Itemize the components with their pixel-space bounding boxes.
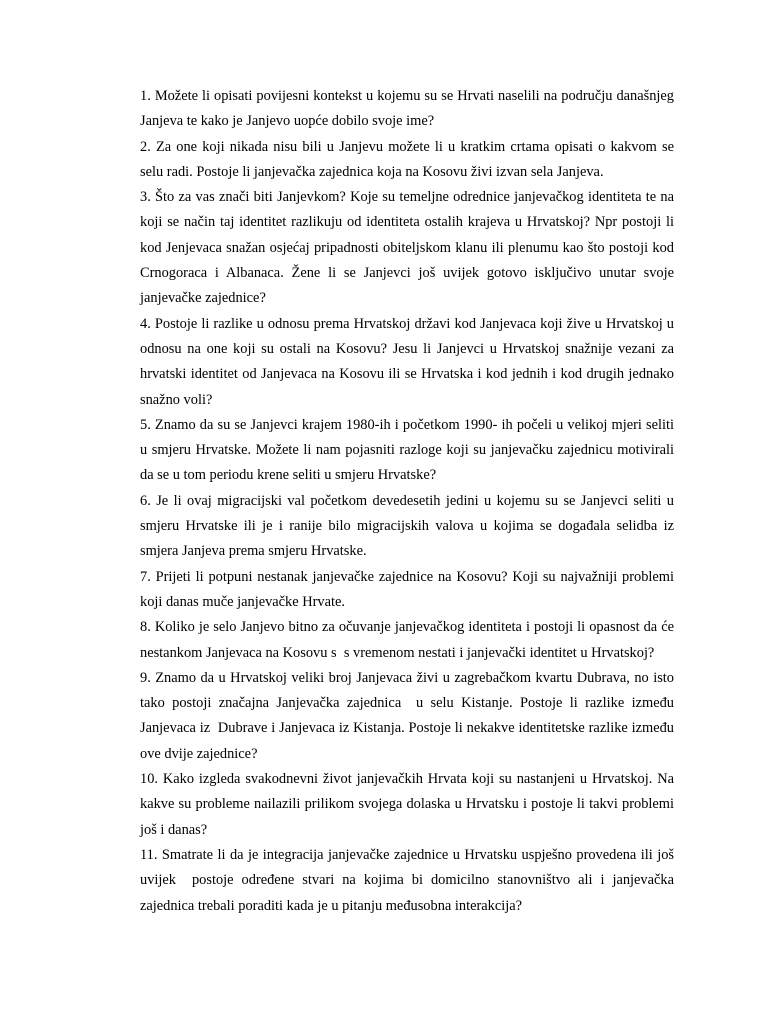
question-6: 6. Je li ovaj migracijski val početkom devedesetih jedini u kojemu su se Janjevci seliti u smjeru Hrvatske ili je i ranije bilo migracijskih valova u kojima se događala selidba iz smjera Janjeva prema smjeru Hrvatske. — [140, 492, 678, 560]
question-2: 2. Za one koji nikada nisu bili u Janjevu možete li u kratkim crtama opisati o kakvom se selu radi. Postoje li janjevačka zajednica koja na Kosovu živi izvan sela Janjeva. — [140, 138, 678, 180]
question-10: 10. Kako izgleda svakodnevni život janjevačkih Hrvata koji su nastanjeni u Hrvatskoj. Na kakve su probleme nailazili prilikom svojega dolaska u Hrvatsku i postoje li takvi problemi još i danas? — [140, 771, 678, 838]
question-9: 9. Znamo da u Hrvatskoj veliki broj Janjevaca živi u zagrebačkom kvartu Dubrava, no isto tako postoji značajna Janjevačka zajednica u selu Kistanje. Postoje li razlike između Janjevaca iz Dubrave i Janjevaca iz Kistanja. Postoje li nekakve identitetske razlike između ove dvije zajednice? — [140, 669, 678, 762]
question-7: 7. Prijeti li potpuni nestanak janjevačke zajednice na Kosovu? Koji su najvažniji problemi koji danas muče janjevačke Hrvate. — [140, 568, 678, 610]
question-4: 4. Postoje li razlike u odnosu prema Hrvatskoj državi kod Janjevaca koji žive u Hrvatskoj u odnosu na one koji su ostali na Kosovu? Jesu li Janjevci u Hrvatskoj snažnije vezani za hrvatski identitet od Janjevaca na Kosovu ili se Hrvatska i kod jednih i kod drugih jednako snažno voli? — [140, 315, 678, 408]
question-8: 8. Koliko je selo Janjevo bitno za očuvanje janjevačkog identiteta i postoji li opasnost da će nestankom Janjevaca na Kosovu s s vremenom nestati i janjevački identitet u Hrvatskoj? — [140, 619, 678, 661]
question-11: 11. Smatrate li da je integracija janjevačke zajednice u Hrvatsku uspješno provedena ili još uvijek postoje određene stvari na kojima bi domicilno stanovništvo ali i janjevačka zajednica trebali poraditi kada je u pitanju međusobna interakcija? — [140, 846, 678, 914]
question-list — [140, 84, 678, 919]
question-1: 1. Možete li opisati povijesni kontekst u kojemu su se Hrvati naselili na području današnjeg Janjeva te kako je Janjevo uopće dobilo svoje ime? — [140, 88, 678, 130]
question-3: 3. Što za vas znači biti Janjevkom? Koje su temeljne odrednice janjevačkog identiteta te na koji se način taj identitet razlikuju od identiteta ostalih krajeva u Hrvatskoj? Npr postoji li kod Jenjevaca snažan osjećaj pripadnosti obiteljskom klanu ili plenumu kao što postoji kod Crnogoraca i Albanaca. Žene li se Janjevci još uvijek gotovo isključivo unutar svoje janjevačke zajednice? — [140, 189, 678, 307]
question-5: 5. Znamo da su se Janjevci krajem 1980-ih i početkom 1990- ih počeli u velikoj mjeri seliti u smjeru Hrvatske. Možete li nam pojasniti razloge koji su janjevačku zajednicu motivirali da se u tom periodu krene seliti u smjeru Hrvatske? — [140, 416, 678, 484]
